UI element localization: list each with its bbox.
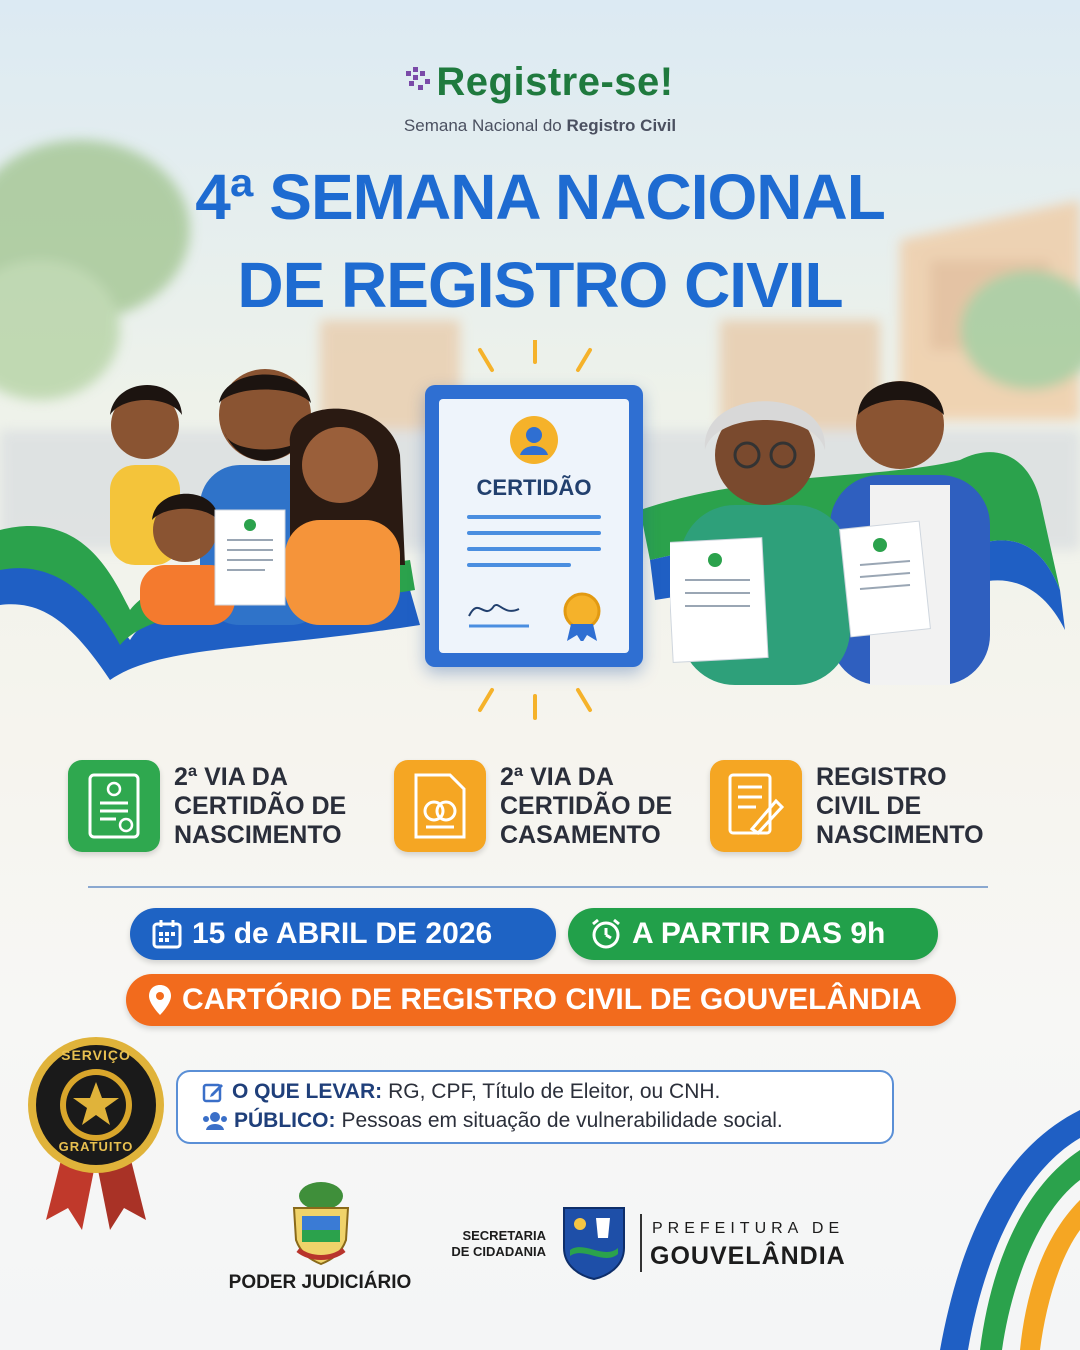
headline-line1: 4ª SEMANA NACIONAL xyxy=(195,161,885,233)
shine-rays-decoration xyxy=(420,340,650,720)
judiciary-label: PODER JUDICIÁRIO xyxy=(228,1272,412,1293)
service-label: REGISTRO CIVIL DE NASCIMENTO xyxy=(816,762,984,849)
alarm-clock-icon xyxy=(590,918,622,950)
wedding-rings-document-icon xyxy=(394,760,486,852)
badge-bottom-text: GRATUITO xyxy=(58,1139,134,1154)
event-time: A PARTIR DAS 9h xyxy=(632,917,886,950)
service-label: 2ª VIA DA CERTIDÃO DE NASCIMENTO xyxy=(174,762,347,849)
logo-title: Registre-se! xyxy=(436,60,674,104)
prefeitura-line2: GOUVELÂNDIA xyxy=(650,1242,846,1270)
logo-dots-icon xyxy=(406,62,432,107)
requirements-box xyxy=(176,1070,894,1144)
people-holding-certificates-illustration xyxy=(670,365,1000,685)
judiciary-coat-of-arms-logo xyxy=(286,1178,356,1266)
certificate-label: CERTIDÃO xyxy=(476,475,592,500)
service-label: 2ª VIA DA CERTIDÃO DE CASAMENTO xyxy=(500,762,673,849)
date-pill xyxy=(130,908,556,960)
family-illustration xyxy=(100,355,420,625)
calendar-icon xyxy=(152,919,182,949)
secretaria-label: SECRETARIA DE CIDADANIA xyxy=(451,1228,546,1259)
logo-subtitle: Semana Nacional do Registro Civil xyxy=(403,116,677,135)
registre-se-logo xyxy=(0,60,1080,107)
section-divider xyxy=(88,886,988,888)
headline-line2: DE REGISTRO CIVIL xyxy=(237,249,843,321)
service-second-copy-birth-certificate xyxy=(68,760,374,852)
map-pin-icon xyxy=(148,984,172,1016)
birth-certificate-icon xyxy=(68,760,160,852)
service-second-copy-marriage-certificate xyxy=(394,760,700,852)
badge-top-text: SERVIÇO xyxy=(61,1047,131,1063)
event-location: CARTÓRIO DE REGISTRO CIVIL DE GOUVELÂNDIA xyxy=(182,983,922,1016)
location-pill xyxy=(126,974,956,1026)
signing-document-icon xyxy=(710,760,802,852)
footer-vertical-separator xyxy=(640,1214,642,1272)
time-pill xyxy=(568,908,938,960)
edit-icon xyxy=(202,1081,224,1103)
target-public-row: PÚBLICO: Pessoas em situação de vulnerabilidade social. xyxy=(202,1109,783,1133)
gouvelandia-coat-of-arms-logo xyxy=(558,1204,630,1280)
event-date: 15 de ABRIL DE 2026 xyxy=(192,917,493,950)
service-civil-birth-registration xyxy=(710,760,1016,852)
users-icon xyxy=(202,1110,228,1132)
corner-stripes-decoration xyxy=(940,1110,1080,1350)
prefeitura-line1: PREFEITURA DE xyxy=(652,1220,845,1237)
what-to-bring-row: O QUE LEVAR: RG, CPF, Título de Eleitor, ou CNH. xyxy=(202,1080,720,1104)
